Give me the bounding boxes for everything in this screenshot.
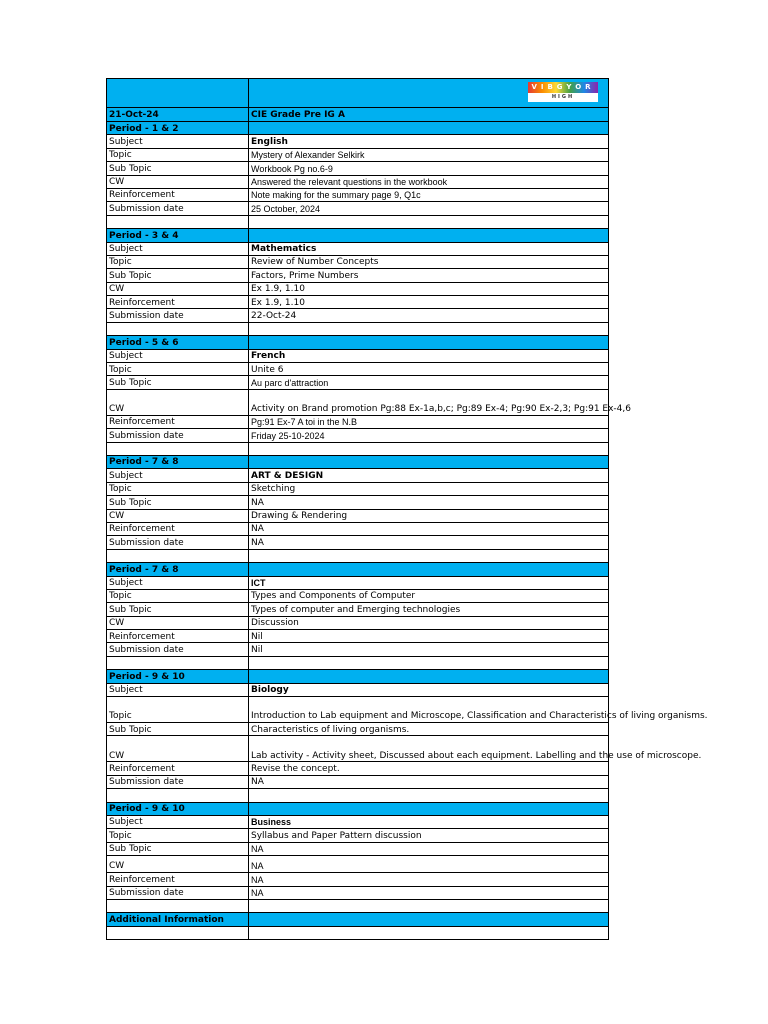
field-label-cw: CW — [107, 282, 249, 295]
period-header-fill — [249, 122, 609, 135]
field-value-cw: Discussion — [249, 616, 609, 629]
field-label-sub-topic: Sub Topic — [107, 376, 249, 389]
field-value-submission: NA — [249, 886, 609, 899]
field-row-submission — [107, 309, 609, 322]
field-label-topic: Topic — [107, 148, 249, 161]
period-label: Period - 1 & 2 — [107, 122, 249, 135]
spacer-cell — [249, 899, 609, 912]
field-value-sub-topic: Au parc d'attraction — [249, 376, 609, 389]
additional-info-label: Additional Information — [107, 913, 249, 926]
field-value-subject: ICT — [249, 576, 609, 589]
spacer-cell — [249, 215, 609, 228]
school-logo — [528, 82, 598, 102]
field-row-topic — [107, 255, 609, 268]
field-value-sub-topic: Characteristics of living organisms. — [249, 723, 609, 736]
field-value-topic: Types and Components of Computer — [249, 589, 609, 602]
field-value-sub-topic: Workbook Pg no.6-9 — [249, 162, 609, 175]
field-value-cw: Lab activity - Activity sheet, Discussed about each equipment. Labelling and the use of microscope. — [249, 736, 609, 762]
field-label-cw: CW — [107, 856, 249, 873]
field-value-subject: Business — [249, 815, 609, 828]
field-value-submission: NA — [249, 536, 609, 549]
field-value-reinforcement: NA — [249, 873, 609, 886]
period-header-row — [107, 122, 609, 135]
field-row-cw — [107, 509, 609, 522]
field-value-sub-topic: Types of computer and Emerging technologies — [249, 603, 609, 616]
field-value-reinforcement: Nil — [249, 630, 609, 643]
spacer-cell — [107, 442, 249, 455]
spacer-row — [107, 322, 609, 335]
field-label-subject: Subject — [107, 469, 249, 482]
additional-info-body — [107, 926, 249, 939]
period-label: Period - 3 & 4 — [107, 229, 249, 242]
logo-row — [107, 79, 609, 108]
date-cell: 21-Oct-24 — [107, 108, 249, 122]
field-row-subject — [107, 469, 609, 482]
field-value-submission: 22-Oct-24 — [249, 309, 609, 322]
field-row-sub-topic — [107, 376, 609, 389]
field-label-reinforcement: Reinforcement — [107, 762, 249, 775]
field-label-subject: Subject — [107, 349, 249, 362]
field-label-topic: Topic — [107, 255, 249, 268]
field-value-cw: Answered the relevant questions in the workbook — [249, 175, 609, 188]
field-value-subject: French — [249, 349, 609, 362]
field-row-reinforcement — [107, 762, 609, 775]
field-row-reinforcement — [107, 296, 609, 309]
schedule-table — [106, 78, 708, 940]
field-label-topic: Topic — [107, 589, 249, 602]
spacer-row — [107, 442, 609, 455]
field-value-topic: Syllabus and Paper Pattern discussion — [249, 829, 609, 842]
period-header-row — [107, 336, 609, 349]
field-label-submission: Submission date — [107, 202, 249, 215]
period-header-row — [107, 563, 609, 576]
period-header-row — [107, 802, 609, 815]
field-row-sub-topic — [107, 162, 609, 175]
period-label: Period - 9 & 10 — [107, 802, 249, 815]
spacer-cell — [107, 899, 249, 912]
field-value-subject: Mathematics — [249, 242, 609, 255]
field-label-subject: Subject — [107, 242, 249, 255]
field-value-cw: Activity on Brand promotion Pg:88 Ex-1a,b,c; Pg:89 Ex-4; Pg:90 Ex-2,3; Pg:91 Ex-4,6 — [249, 389, 609, 415]
spacer-cell — [249, 442, 609, 455]
additional-info-body-row — [107, 926, 609, 939]
field-row-reinforcement — [107, 873, 609, 886]
period-header-fill — [249, 229, 609, 242]
field-value-submission: 25 October, 2024 — [249, 202, 609, 215]
period-header-fill — [249, 563, 609, 576]
field-row-submission — [107, 886, 609, 899]
field-row-reinforcement — [107, 415, 609, 428]
spacer-cell — [107, 549, 249, 562]
field-value-reinforcement: Ex 1.9, 1.10 — [249, 296, 609, 309]
field-row-subject — [107, 815, 609, 828]
field-value-topic: Unite 6 — [249, 363, 609, 376]
field-value-reinforcement: NA — [249, 522, 609, 535]
field-label-reinforcement: Reinforcement — [107, 522, 249, 535]
field-label-subject: Subject — [107, 815, 249, 828]
period-header-row — [107, 229, 609, 242]
field-label-topic: Topic — [107, 363, 249, 376]
spacer-row — [107, 215, 609, 228]
field-row-sub-topic — [107, 496, 609, 509]
field-label-sub-topic: Sub Topic — [107, 603, 249, 616]
field-label-topic: Topic — [107, 829, 249, 842]
field-label-sub-topic: Sub Topic — [107, 842, 249, 855]
field-label-submission: Submission date — [107, 309, 249, 322]
field-value-topic: Sketching — [249, 482, 609, 495]
field-value-topic: Mystery of Alexander Selkirk — [249, 148, 609, 161]
additional-info-fill — [249, 913, 609, 926]
field-value-sub-topic: NA — [249, 496, 609, 509]
field-row-cw — [107, 616, 609, 629]
field-label-reinforcement: Reinforcement — [107, 873, 249, 886]
spacer-row — [107, 789, 609, 802]
spacer-row — [107, 549, 609, 562]
period-header-fill — [249, 455, 609, 468]
field-row-topic — [107, 363, 609, 376]
field-label-submission: Submission date — [107, 429, 249, 442]
field-row-cw — [107, 736, 609, 762]
spacer-cell — [249, 789, 609, 802]
field-value-subject: Biology — [249, 683, 609, 696]
field-label-subject: Subject — [107, 135, 249, 148]
field-row-topic — [107, 482, 609, 495]
period-label: Period - 5 & 6 — [107, 336, 249, 349]
field-label-submission: Submission date — [107, 886, 249, 899]
field-row-subject — [107, 242, 609, 255]
period-label: Period - 7 & 8 — [107, 455, 249, 468]
field-label-subject: Subject — [107, 576, 249, 589]
logo-cell — [249, 79, 609, 108]
field-label-cw: CW — [107, 616, 249, 629]
field-label-reinforcement: Reinforcement — [107, 415, 249, 428]
field-row-submission — [107, 643, 609, 656]
field-row-sub-topic — [107, 842, 609, 855]
field-value-topic: Review of Number Concepts — [249, 255, 609, 268]
period-label: Period - 9 & 10 — [107, 670, 249, 683]
field-label-submission: Submission date — [107, 775, 249, 788]
spacer-cell — [107, 215, 249, 228]
field-row-topic — [107, 148, 609, 161]
field-row-reinforcement — [107, 522, 609, 535]
period-header-fill — [249, 670, 609, 683]
field-row-cw — [107, 282, 609, 295]
field-value-reinforcement: Revise the concept. — [249, 762, 609, 775]
field-label-topic: Topic — [107, 697, 249, 723]
schedule-body — [107, 79, 708, 940]
field-label-subject: Subject — [107, 683, 249, 696]
blank-header-cell — [107, 79, 249, 108]
spacer-cell — [107, 789, 249, 802]
field-row-reinforcement — [107, 630, 609, 643]
field-value-sub-topic: Factors, Prime Numbers — [249, 269, 609, 282]
logo-wordmark: VIBGYOR — [528, 82, 598, 93]
spacer-cell — [249, 549, 609, 562]
field-row-submission — [107, 429, 609, 442]
field-value-subject: ART & DESIGN — [249, 469, 609, 482]
field-label-sub-topic: Sub Topic — [107, 496, 249, 509]
field-value-cw: Drawing & Rendering — [249, 509, 609, 522]
field-row-topic — [107, 589, 609, 602]
field-label-sub-topic: Sub Topic — [107, 723, 249, 736]
field-row-cw — [107, 175, 609, 188]
field-label-cw: CW — [107, 389, 249, 415]
field-row-subject — [107, 683, 609, 696]
field-value-reinforcement: Pg:91 Ex-7 A toi in the N.B — [249, 415, 609, 428]
field-value-submission: Friday 25-10-2024 — [249, 429, 609, 442]
field-label-reinforcement: Reinforcement — [107, 188, 249, 201]
additional-info-row — [107, 913, 609, 926]
field-row-topic — [107, 829, 609, 842]
period-header-fill — [249, 336, 609, 349]
field-value-submission: NA — [249, 775, 609, 788]
field-row-cw — [107, 856, 609, 873]
field-label-topic: Topic — [107, 482, 249, 495]
field-label-sub-topic: Sub Topic — [107, 269, 249, 282]
field-label-reinforcement: Reinforcement — [107, 630, 249, 643]
spacer-cell — [249, 322, 609, 335]
field-label-cw: CW — [107, 175, 249, 188]
field-row-submission — [107, 536, 609, 549]
field-row-subject — [107, 135, 609, 148]
field-value-cw: NA — [249, 856, 609, 873]
field-row-submission — [107, 775, 609, 788]
field-row-cw — [107, 389, 609, 415]
field-value-sub-topic: NA — [249, 842, 609, 855]
field-row-sub-topic — [107, 603, 609, 616]
field-row-topic — [107, 697, 609, 723]
logo-subtitle: HIGH — [551, 94, 575, 100]
field-row-subject — [107, 349, 609, 362]
field-row-sub-topic — [107, 723, 609, 736]
field-value-topic: Introduction to Lab equipment and Microscope, Classification and Characteristics of living organisms. — [249, 697, 609, 723]
class-name-cell: CIE Grade Pre IG A — [249, 108, 609, 122]
spacer-cell — [107, 322, 249, 335]
date-row — [107, 108, 609, 122]
field-row-reinforcement — [107, 188, 609, 201]
field-label-cw: CW — [107, 509, 249, 522]
field-value-submission: Nil — [249, 643, 609, 656]
field-value-cw: Ex 1.9, 1.10 — [249, 282, 609, 295]
period-label: Period - 7 & 8 — [107, 563, 249, 576]
field-label-reinforcement: Reinforcement — [107, 296, 249, 309]
spacer-cell — [249, 656, 609, 669]
spacer-row — [107, 899, 609, 912]
field-row-submission — [107, 202, 609, 215]
field-row-subject — [107, 576, 609, 589]
field-value-reinforcement: Note making for the summary page 9, Q1c — [249, 188, 609, 201]
field-label-submission: Submission date — [107, 536, 249, 549]
spacer-cell — [107, 656, 249, 669]
field-label-cw: CW — [107, 736, 249, 762]
field-row-sub-topic — [107, 269, 609, 282]
period-header-row — [107, 670, 609, 683]
additional-info-body — [249, 926, 609, 939]
field-value-subject: English — [249, 135, 609, 148]
period-header-fill — [249, 802, 609, 815]
spacer-row — [107, 656, 609, 669]
field-label-sub-topic: Sub Topic — [107, 162, 249, 175]
field-label-submission: Submission date — [107, 643, 249, 656]
period-header-row — [107, 455, 609, 468]
